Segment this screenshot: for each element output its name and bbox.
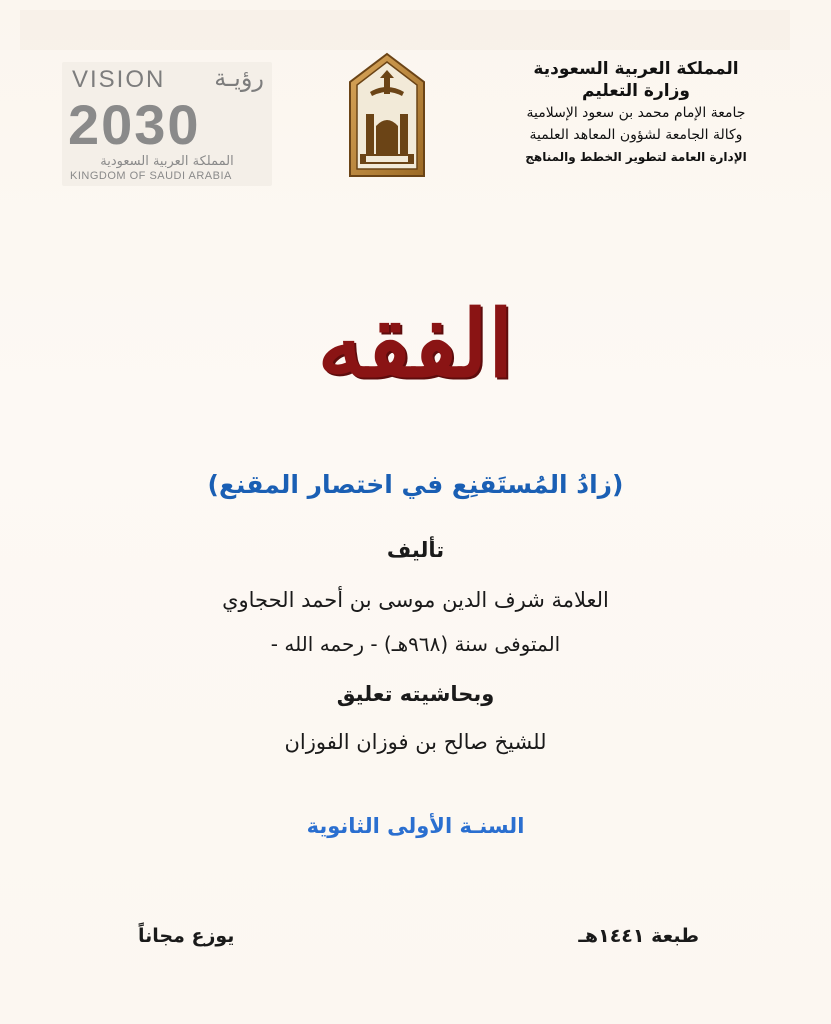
imam-university-emblem-icon <box>344 52 430 180</box>
edition-text: طبعة ١٤٤١هـ <box>578 925 699 947</box>
vision-ar-text: رؤيـة <box>214 64 264 92</box>
header-department: الإدارة العامة لتطوير الخطط والمناهج <box>525 150 747 164</box>
vision-en-text: VISION <box>72 66 166 93</box>
header-ministry: وزارة التعليم <box>582 81 690 101</box>
top-strip <box>20 10 790 50</box>
header-agency: وكالة الجامعة لشؤون المعاهد العلمية <box>529 127 743 143</box>
vision-kingdom-en: KINGDOM OF SAUDI ARABIA <box>70 170 232 182</box>
author-death: المتوفى سنة (٩٦٨هـ) - رحمه الله - <box>270 632 561 656</box>
commentary-label: وبحاشيته تعليق <box>336 682 495 706</box>
commentator-name: للشيخ صالح بن فوزان الفوزان <box>284 730 547 754</box>
book-title: الفقه <box>317 290 514 398</box>
ministry-header <box>491 58 781 168</box>
free-distribution-text: يوزع مجاناً <box>138 925 235 947</box>
header-kingdom: المملكة العربية السعودية <box>533 59 739 79</box>
author-name: العلامة شرف الدين موسى بن أحمد الحجاوي <box>222 588 609 612</box>
author-label: تأليف <box>386 538 445 562</box>
vision-year: 2030 <box>68 93 201 156</box>
book-subtitle: (زادُ المُستَقنِع في اختصار المقنع) <box>207 470 624 499</box>
header-university: جامعة الإمام محمد بن سعود الإسلامية <box>526 105 746 121</box>
vision-2030-logo-icon <box>62 62 272 186</box>
grade-level: السنـة الأولى الثانوية <box>306 814 525 838</box>
vision-kingdom-ar: المملكة العربية السعودية <box>100 154 234 169</box>
